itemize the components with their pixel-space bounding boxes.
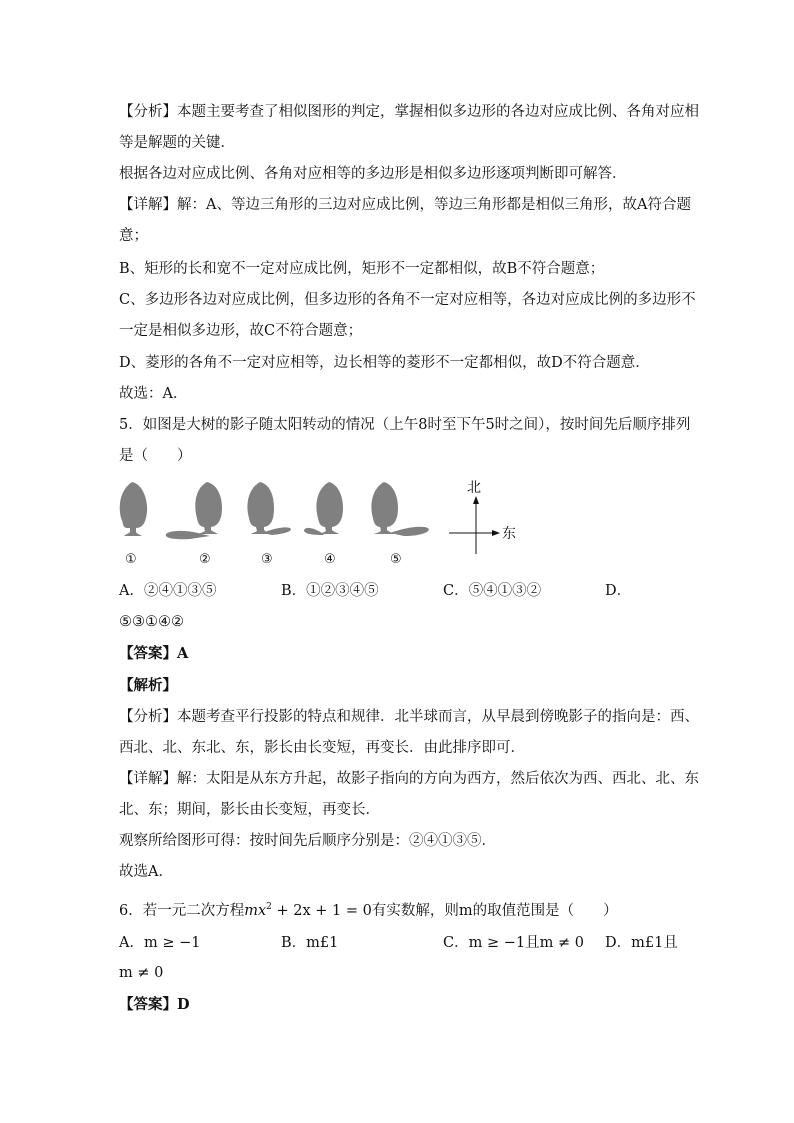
question-5-stem: 是（ ）	[119, 448, 192, 464]
choice-a: A．m ≥ −1	[119, 935, 201, 951]
choice-b: B．m£1	[281, 935, 339, 951]
east-label: 东	[502, 526, 516, 542]
question-6-stem	[119, 897, 618, 921]
figure-label-1: ①	[125, 552, 137, 567]
analysis-line: 【分析】本题考查平行投影的特点和规律．北半球而言，从早晨到傍晚影子的指向是：西、	[119, 709, 699, 725]
tree-1	[120, 482, 147, 536]
choice-d: D．	[605, 583, 632, 599]
tree-5	[371, 482, 428, 536]
choice-c: C．⑤④①③②	[443, 583, 542, 599]
question-5-stem: 5．如图是大树的影子随太阳转动的情况（上午8时至下午5时之间），按时间先后顺序排列	[119, 417, 691, 433]
tree-3	[247, 482, 290, 535]
equation-exponent: 2	[266, 902, 272, 912]
detail-line: 故选：A．	[119, 386, 188, 402]
detail-line: B、矩形的长和宽不一定对应成比例，矩形不一定都相似，故B不符合题意；	[119, 261, 605, 277]
equation-rest: + 2x + 1 = 0	[271, 902, 372, 919]
equation-mx: mx	[244, 902, 267, 919]
detail-line: 故选A．	[119, 864, 173, 880]
figure-label-2: ②	[199, 552, 211, 567]
figure-label-4: ④	[324, 552, 336, 567]
answer-label: 【答案】A	[119, 645, 189, 662]
detail-line: 一定是相似多边形，故C不符合题意；	[119, 323, 363, 339]
tree-4	[304, 482, 343, 535]
choice-c: C．m ≥ −1且m ≠ 0	[443, 935, 584, 951]
detail-line: C、多边形各边对应成比例，但多边形的各角不一定对应相等，各边对应成比例的多边形不	[119, 292, 696, 308]
choice-a: A．②④①③⑤	[119, 583, 217, 599]
detail-line: 意；	[119, 228, 148, 244]
tree-shadow-figure	[112, 476, 532, 571]
analysis-line: 等是解题的关键．	[119, 135, 235, 151]
figure-label-5: ⑤	[390, 552, 402, 567]
analysis-line: 根据各边对应成比例、各角对应相等的多边形是相似多边形逐项判断即可解答．	[119, 166, 627, 182]
question-6-suffix: 有实数解，则m的取值范围是（ ）	[371, 902, 618, 919]
tree-2	[166, 482, 222, 539]
answer-label: 【答案】D	[119, 996, 190, 1013]
detail-line: 【详解】解：太阳是从东方升起，故影子指向的方向为西方，然后依次为西、西北、北、东	[119, 771, 699, 787]
detail-line: D、菱形的各角不一定对应相等，边长相等的菱形不一定都相似，故D不符合题意．	[119, 355, 650, 371]
detail-line: 观察所给图形可得：按时间先后顺序分别是：②④①③⑤．	[119, 833, 496, 849]
detail-line: 【详解】解：A、等边三角形的三边对应成比例，等边三角形都是相似三角形，故A符合题	[119, 197, 691, 213]
choice-d-continued: ⑤③①④②	[119, 614, 184, 630]
compass	[449, 480, 516, 554]
analysis-line: 西北、北、东北、东，影长由长变短，再变长．由此排序即可．	[119, 740, 525, 756]
analysis-line: 【分析】本题主要考查了相似图形的判定，掌握相似多边形的各边对应成比例、各角对应相	[119, 104, 699, 120]
detail-line: 北、东；期间，影长由长变短，再变长．	[119, 802, 380, 818]
north-label: 北	[467, 480, 481, 496]
choice-d: D．m£1且	[605, 935, 678, 951]
question-6-prefix: 6．若一元二次方程	[119, 902, 245, 919]
figure-label-3: ③	[261, 552, 273, 567]
choice-d-continued: m ≠ 0	[119, 965, 164, 981]
solution-label: 【解析】	[119, 677, 177, 694]
choice-b: B．①②③④⑤	[281, 583, 379, 599]
